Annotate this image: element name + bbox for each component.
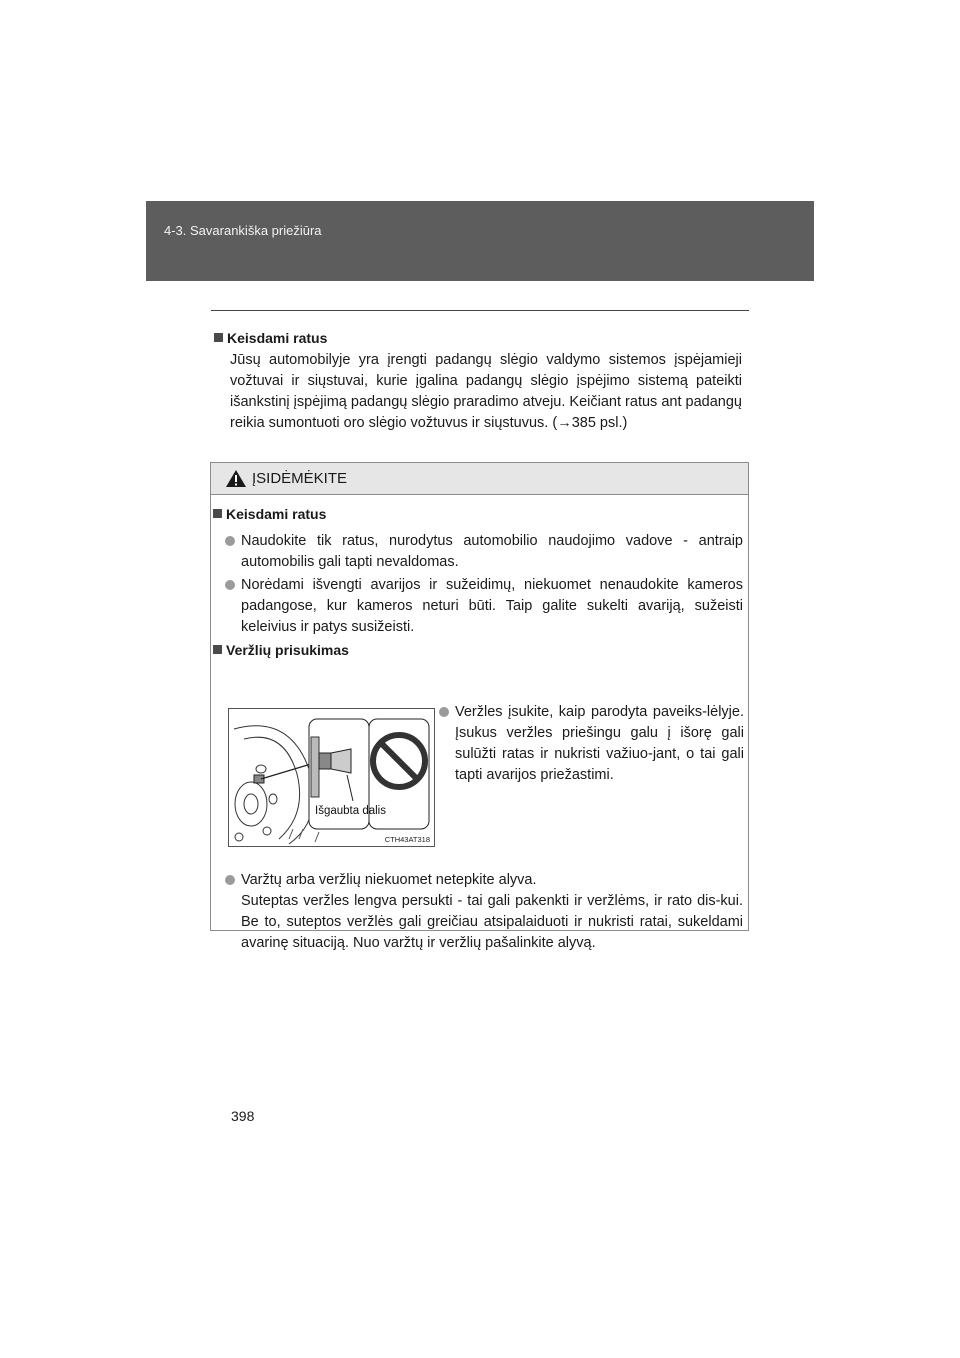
intro-paragraph: Jūsų automobilyje yra įrengti padangų slėgio valdymo sistemos įspėjamieji vožtuvai ir siųstuvai, kurie įgalina padangų slėgio įspėjimo sistemą pateikti išankstinį įspėjimą padangų slėgio praradimo atveju. Keičiant ratus ant padangų reikia sumontuoti oro slėgio vožtuvus ir siųstuvus. (→385 psl.) bbox=[230, 352, 742, 431]
warning-triangle-icon bbox=[225, 469, 247, 488]
list-item: Veržles įsukite, kaip parodyta paveiks-lėlyje. Įsukus veržles priešingu galu į išorę gali sulūžti ratas ir nukristi važiuo-jant, o tai gali tapti avarijos priežastimi. bbox=[439, 702, 744, 786]
caution-heading-nuts: Veržlių prisukimas bbox=[213, 640, 349, 660]
bullet-icon bbox=[439, 707, 449, 717]
bullet-icon bbox=[225, 875, 235, 885]
square-bullet-icon bbox=[213, 509, 222, 518]
list-item bbox=[225, 870, 743, 954]
caution-title: ĮSIDĖMĖKITE bbox=[252, 470, 348, 487]
caution-box bbox=[210, 462, 749, 951]
square-bullet-icon bbox=[213, 645, 222, 654]
bullet-line: Varžtų arba veržlių niekuomet netepkite alyva. bbox=[241, 872, 537, 888]
divider bbox=[211, 310, 749, 311]
bullet-icon bbox=[225, 580, 235, 590]
wheel-nut-figure bbox=[228, 708, 435, 847]
section-title: 4-3. Savarankiška priežiūra bbox=[164, 223, 322, 238]
square-bullet-icon bbox=[214, 333, 223, 342]
list-item: Norėdami išvengti avarijos ir sužeidimų, niekuomet nenaudokite kameros padangose, kur kameros neturi būti. Taip galite sukelti avariją, sužeisti keleivius ir patys susižeisti. bbox=[225, 575, 743, 638]
bullet-paragraph: Suteptas veržles lengva persukti - tai gali pakenkti ir veržlėms, ir rato dis-kui. Be to, suteptos veržlės gali greičiau atsipalaiduoti ir nukristi ratai, sukeldami avarinę situaciją. Nuo varžtų ir veržlių pašalinkite alyvą. bbox=[241, 893, 743, 951]
caution-header bbox=[211, 463, 748, 495]
caution-heading-wheels: Keisdami ratus bbox=[213, 504, 326, 524]
page-number: 398 bbox=[231, 1108, 255, 1124]
figure-callout-label: Išgaubta dalis bbox=[315, 805, 386, 817]
intro-section bbox=[214, 328, 742, 434]
section-header bbox=[146, 201, 814, 281]
bullet-icon bbox=[225, 536, 235, 546]
figure-code: CTH43AT318 bbox=[384, 835, 430, 844]
wheel-illustration bbox=[229, 709, 434, 846]
intro-heading: Keisdami ratus bbox=[214, 328, 742, 348]
list-item: Naudokite tik ratus, nurodytus automobilio naudojimo vadove - antraip automobilis gali tapti nevaldomas. bbox=[225, 531, 743, 573]
